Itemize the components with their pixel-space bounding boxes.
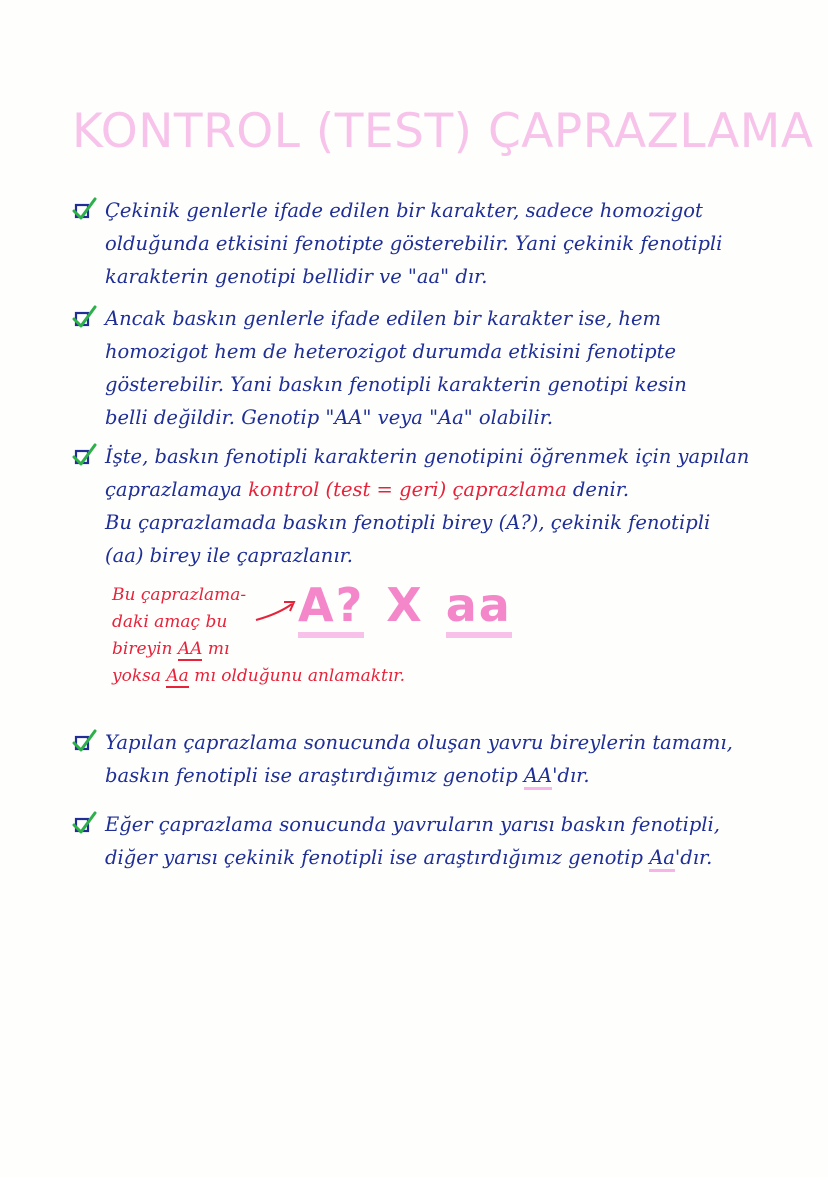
checked-box-icon (72, 196, 98, 226)
paragraph-line: karakterin genotipi bellidir ve "aa" dır. (105, 265, 488, 288)
paragraph-line: Ancak baskın genlerle ifade edilen bir karakter ise, hem (105, 307, 661, 330)
text-segment: 'dır. (674, 846, 713, 869)
paragraph-line: Eğer çaprazlama sonucunda yavruların yarısı baskın fenotipli, (105, 813, 720, 836)
paragraph-line: homozigot hem de heterozigot durumda etkisini fenotipte (105, 340, 676, 363)
paragraph-4 (72, 726, 817, 792)
checked-box-icon (72, 728, 98, 758)
paragraph-line: İşte, baskın fenotipli karakterin genotipini öğrenmek için yapılan (105, 445, 750, 468)
page-title: KONTROL (TEST) ÇAPRAZLAMA (72, 104, 814, 159)
paragraph-line: Bu çaprazlamada baskın fenotipli birey (A?), çekinik fenotipli (105, 511, 711, 534)
arrow-icon (252, 588, 300, 628)
note-line (112, 636, 405, 663)
text-segment: 'dır. (552, 764, 590, 787)
genotype-term: AA (524, 764, 552, 790)
genotype-recessive: aa (446, 578, 512, 638)
text-segment: mı olduğunu anlamaktır. (194, 666, 405, 686)
paragraph-5 (72, 808, 817, 874)
text-segment: denir. (572, 478, 630, 501)
cross-formula (298, 578, 512, 638)
paragraph-3 (72, 440, 817, 572)
checked-box-icon (72, 810, 98, 840)
text-segment: baskın fenotipli ise araştırdığımız genotip (105, 764, 518, 787)
genotype-term: Aa (649, 846, 675, 872)
paragraph-1 (72, 194, 817, 293)
paragraph-line: belli değildir. Genotip "AA" veya "Aa" olabilir. (105, 406, 554, 429)
genotype-term: Aa (166, 666, 189, 686)
paragraph-line: Çekinik genlerle ifade edilen bir karakter, sadece homozigot (105, 199, 703, 222)
paragraph-line (105, 841, 817, 874)
cross-symbol: X (386, 578, 424, 632)
paragraph-line (105, 759, 817, 792)
paragraph-line: Yapılan çaprazlama sonucunda oluşan yavru bireylerin tamamı, (105, 731, 733, 754)
paragraph-line: olduğunda etkisini fenotipte gösterebilir. Yani çekinik fenotipli (105, 232, 723, 255)
checked-box-icon (72, 442, 98, 472)
key-term-highlight: kontrol (test = geri) çaprazlama (248, 478, 567, 501)
note-line: Bu çaprazlama- (112, 585, 247, 605)
text-segment: mı (207, 639, 230, 659)
paragraph-line (105, 473, 817, 506)
paragraph-2 (72, 302, 817, 434)
paragraph-line: gösterebilir. Yani baskın fenotipli karakterin genotipi kesin (105, 373, 687, 396)
genotype-dominant: A? (298, 578, 364, 638)
genotype-term: AA (177, 639, 203, 659)
checked-box-icon (72, 304, 98, 334)
note-line (112, 663, 405, 690)
text-segment: bireyin (112, 639, 173, 659)
paragraph-line: (aa) birey ile çaprazlanır. (105, 544, 353, 567)
text-segment: diğer yarısı çekinik fenotipli ise araştırdığımız genotip (105, 846, 643, 869)
text-segment: çaprazlamaya (105, 478, 242, 501)
note-line: daki amaç bu (112, 612, 228, 632)
text-segment: yoksa (112, 666, 161, 686)
